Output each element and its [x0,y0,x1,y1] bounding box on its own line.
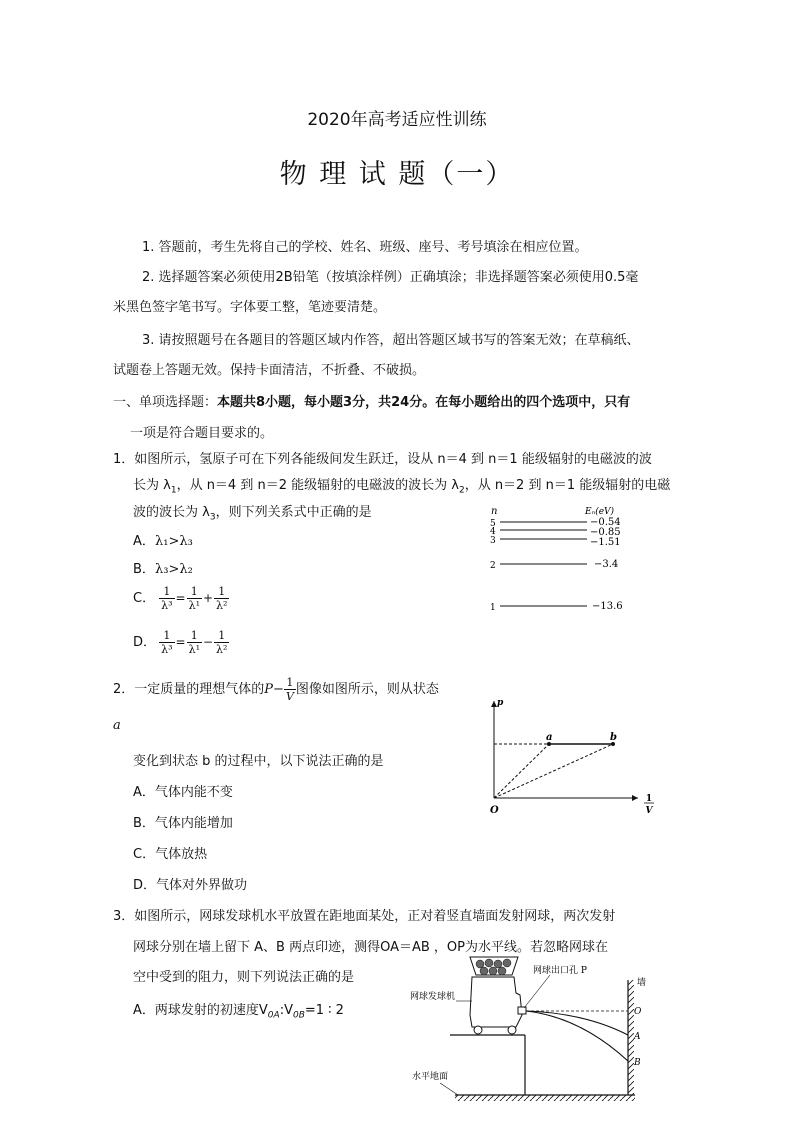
frac-den: λ³ [161,643,173,656]
machine-body [470,977,522,1027]
tennis-machine-diagram [400,955,670,1115]
section-rules: 本题共8小题，每小题3分，共24分。在每小题给出的四个选项中，只有 [217,395,631,410]
wall-label: 墙 [637,978,647,988]
fraction [187,629,202,656]
q1-option-a[interactable] [133,530,193,549]
option-text: A．两球发射的初速度V [133,1003,268,1018]
instruction-2-cont: 米黑色签字笔书写。字体要工整，笔迹要清楚。 [113,300,387,315]
option-text: λ₁>λ₃ [155,534,193,549]
q2-text: 2．一定质量的理想气体的 [113,682,265,697]
level-1 [490,601,623,613]
dashed-line-ob [494,744,613,798]
instruction-3-cont: 试题卷上答题无效。保持卡面清洁，不折叠、不破损。 [113,363,426,378]
level-n: 4 [490,527,496,537]
level-energy: −0.85 [590,527,621,538]
level-energy: −3.4 [594,559,619,570]
exam-subtitle: 2020年高考适应性训练 [307,110,487,130]
trajectory-a [526,1011,628,1035]
option-letter: B． [133,562,155,577]
fraction [214,585,229,612]
option-letter: C． [133,591,156,606]
outlet-label: 网球出口孔 P [533,966,587,976]
machine-wheel [508,1026,516,1034]
point-o-label: O [634,1007,642,1017]
fraction [284,676,296,703]
level-n: 5 [490,519,496,529]
q1-text: ，则下列关系式中正确的是 [215,505,372,520]
q2-stem-line3: 变化到状态 b 的过程中，以下说法正确的是 [133,754,384,769]
q2-option-b[interactable]: B．气体内能增加 [133,816,233,831]
frac-den: λ¹ [188,643,200,656]
y-axis-label: p [497,698,504,708]
fraction [187,585,202,612]
frac-den: V [285,690,294,703]
instruction-1: 1. 答题前，考生先将自己的学校、姓名、班级、座号、考号填涂在相应位置。 [142,240,588,255]
frac-num: 1 [214,629,229,643]
energy-label: Eₙ(eV) [585,507,615,517]
x-label-den: V [645,806,653,816]
trajectory-b [526,1011,628,1061]
frac-den: λ² [216,599,228,612]
q1-sub: 1 [170,485,177,496]
machine-wheel [474,1026,482,1034]
dashed-line-oa [494,744,549,798]
q1-sub: 2 [458,485,465,496]
pv-graph [480,695,670,820]
fraction [159,629,174,656]
section-label: 一、单项选择题： [113,395,218,410]
energy-level-diagram [480,502,630,622]
frac-num: 1 [159,629,174,643]
q1-stem-line3 [133,501,372,523]
section-heading [113,391,630,410]
option-text: =1 ∶ 2 [304,1003,344,1018]
instruction-2: 2. 选择题答案必须使用2B铅笔（按填涂样例）正确填涂；非选择题答案必须使用0.5毫 [142,270,639,285]
ground-hatch [455,1095,635,1101]
instruction-3: 3. 请按照题号在各题目的答题区域内作答，超出答题区域书写的答案无效；在草稿纸、 [142,333,640,348]
fraction [159,585,174,612]
q3-stem-line2: 网球分别在墙上留下 A、B 两点印迹，测得OA＝AB ，OP为水平线。若忽略网球在 [133,940,608,955]
option-sub: 0B [292,1010,305,1021]
fraction [214,629,229,656]
operator: = [175,591,186,605]
ground-label: 水平地面 [412,1072,449,1082]
frac-den: λ³ [161,599,173,612]
q1-option-d[interactable] [133,629,229,656]
point-a-label: a [546,732,553,743]
option-text: :V [279,1003,293,1018]
machine-label: 网球发球机 [410,992,456,1002]
point-b-label: b [610,732,617,743]
q1-option-b[interactable] [133,558,193,577]
x-label-num: 1 [645,794,653,804]
q3-option-a[interactable] [133,999,344,1021]
q2-var: P [264,682,274,697]
point-a-label: A [634,1032,641,1042]
q2-stem-line1 [113,676,439,703]
frac-num: 1 [284,676,296,690]
q2-operator: − [273,682,284,697]
q3-stem-line1: 3．如图所示，网球发球机水平放置在距地面某处，正对着竖直墙面发射网球，两次发射 [113,909,616,924]
point-b-label: B [634,1058,641,1068]
q2-option-d[interactable]: D．气体对外界做功 [133,878,248,893]
q1-option-c[interactable] [133,585,229,612]
q1-sub: 3 [209,512,216,523]
operator: = [175,635,186,649]
section-heading-cont: 一项是符合题目要求的。 [130,426,274,441]
origin-label: O [490,805,499,816]
option-letter: A． [133,534,155,549]
q1-text: 长为 λ [133,478,171,493]
q2-text: 图像如图所示，则从状态 [295,682,439,697]
q2-stem-line2: a [113,718,121,733]
level-3 [490,536,621,548]
frac-num: 1 [159,585,174,599]
outlet-p [518,1007,526,1014]
q1-stem-line1: 1．如图所示，氢原子可在下列各能级间发生跃迁，设从 n＝4 到 n＝1 能级辐射的电磁波的波 [113,452,652,467]
q1-text: 波的波长为 λ [133,505,210,520]
level-n: 3 [490,536,496,546]
level-n: 2 [490,561,496,571]
n-label: n [491,506,498,517]
level-2 [490,559,618,571]
level-energy: −0.54 [590,517,621,528]
frac-num: 1 [187,629,202,643]
frac-num: 1 [214,585,229,599]
outlet-leader [524,975,550,1008]
q1-text: ，从 n＝4 到 n＝2 能级辐射的电磁波的波长为 λ [176,478,459,493]
option-sub: 0A [267,1010,280,1021]
option-letter: D． [133,635,157,650]
level-energy: −13.6 [592,601,623,612]
q3-stem-line3: 空中受到的阻力，则下列说法正确的是 [133,970,355,985]
q2-option-a[interactable]: A．气体内能不变 [133,785,233,800]
option-text: λ₃>λ₂ [155,562,193,577]
exam-title: 物 理 试 题（一） [279,159,515,190]
operator: + [202,591,214,605]
frac-den: λ² [216,643,228,656]
q2-option-c[interactable]: C．气体放热 [133,847,208,862]
frac-den: λ¹ [188,599,200,612]
level-n: 1 [490,603,496,613]
operator: − [202,635,214,649]
frac-num: 1 [187,585,202,599]
level-energy: −1.51 [590,537,621,548]
ground-leader [440,1083,458,1095]
q1-stem-line2 [133,474,670,496]
q1-text: ，从 n＝2 到 n＝1 能级辐射的电磁 [464,478,671,493]
